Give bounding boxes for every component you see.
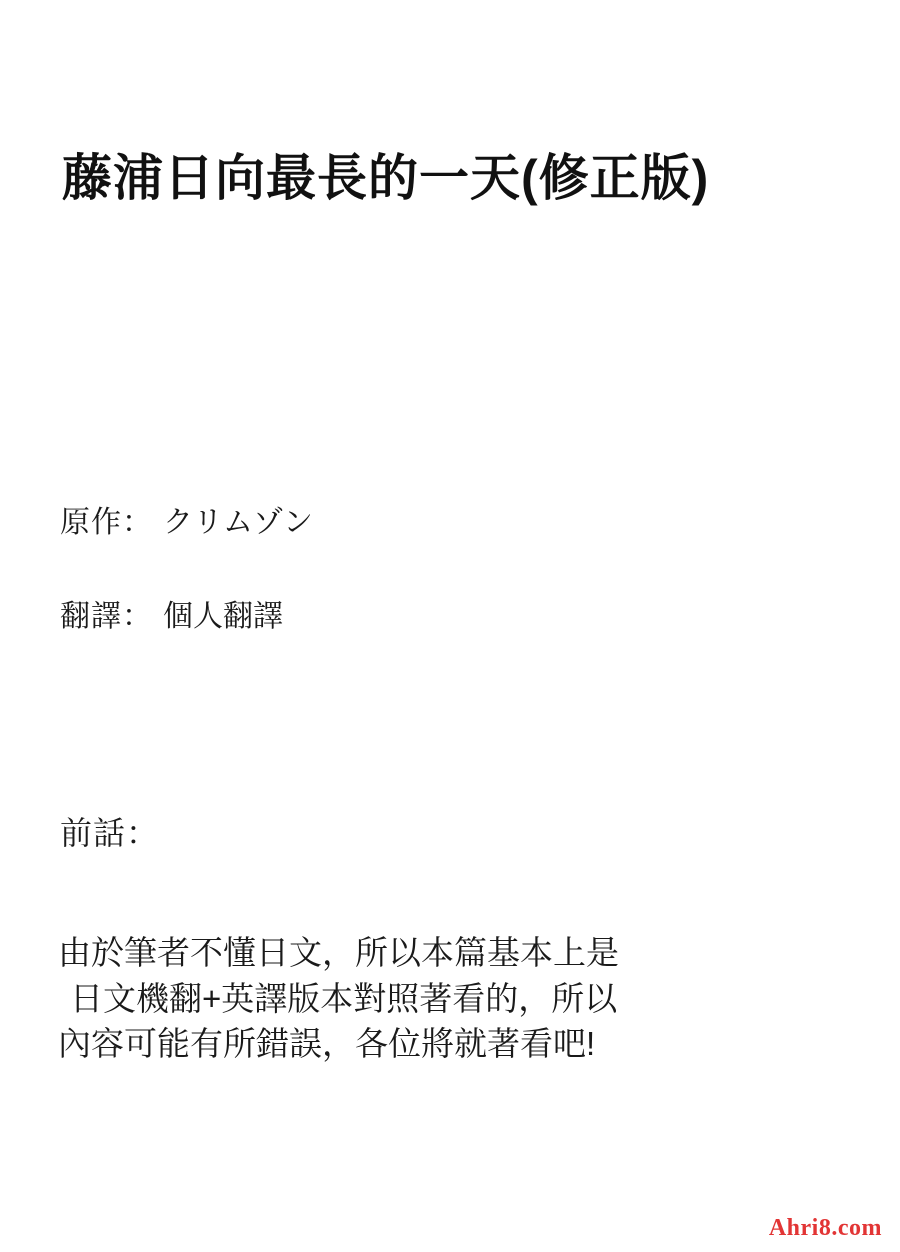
- credit-original-author-value: クリムゾン: [163, 506, 313, 539]
- preface-note-line-1: 由於筆者不懂日文，所以本篇基本上是: [58, 934, 619, 971]
- credit-original-author: [60, 505, 840, 541]
- site-watermark: Ahri8.com: [768, 1215, 882, 1241]
- page-title: 藤浦日向最長的一天(修正版): [62, 150, 710, 206]
- credit-original-author-label: 原作：: [60, 506, 153, 539]
- credit-translator-label: 翻譯：: [60, 600, 153, 633]
- credit-translator-value: 個人翻譯: [163, 600, 283, 633]
- preface-note: [58, 930, 858, 1067]
- credits-block: [60, 505, 840, 693]
- preface-note-line-3: 內容可能有所錯誤，各位將就著看吧!: [58, 1025, 596, 1063]
- credit-translator: [60, 599, 840, 635]
- section-heading-preface: 前話：: [60, 815, 160, 851]
- preface-note-line-2: 日文機翻+英譯版本對照著看的，所以: [70, 979, 618, 1017]
